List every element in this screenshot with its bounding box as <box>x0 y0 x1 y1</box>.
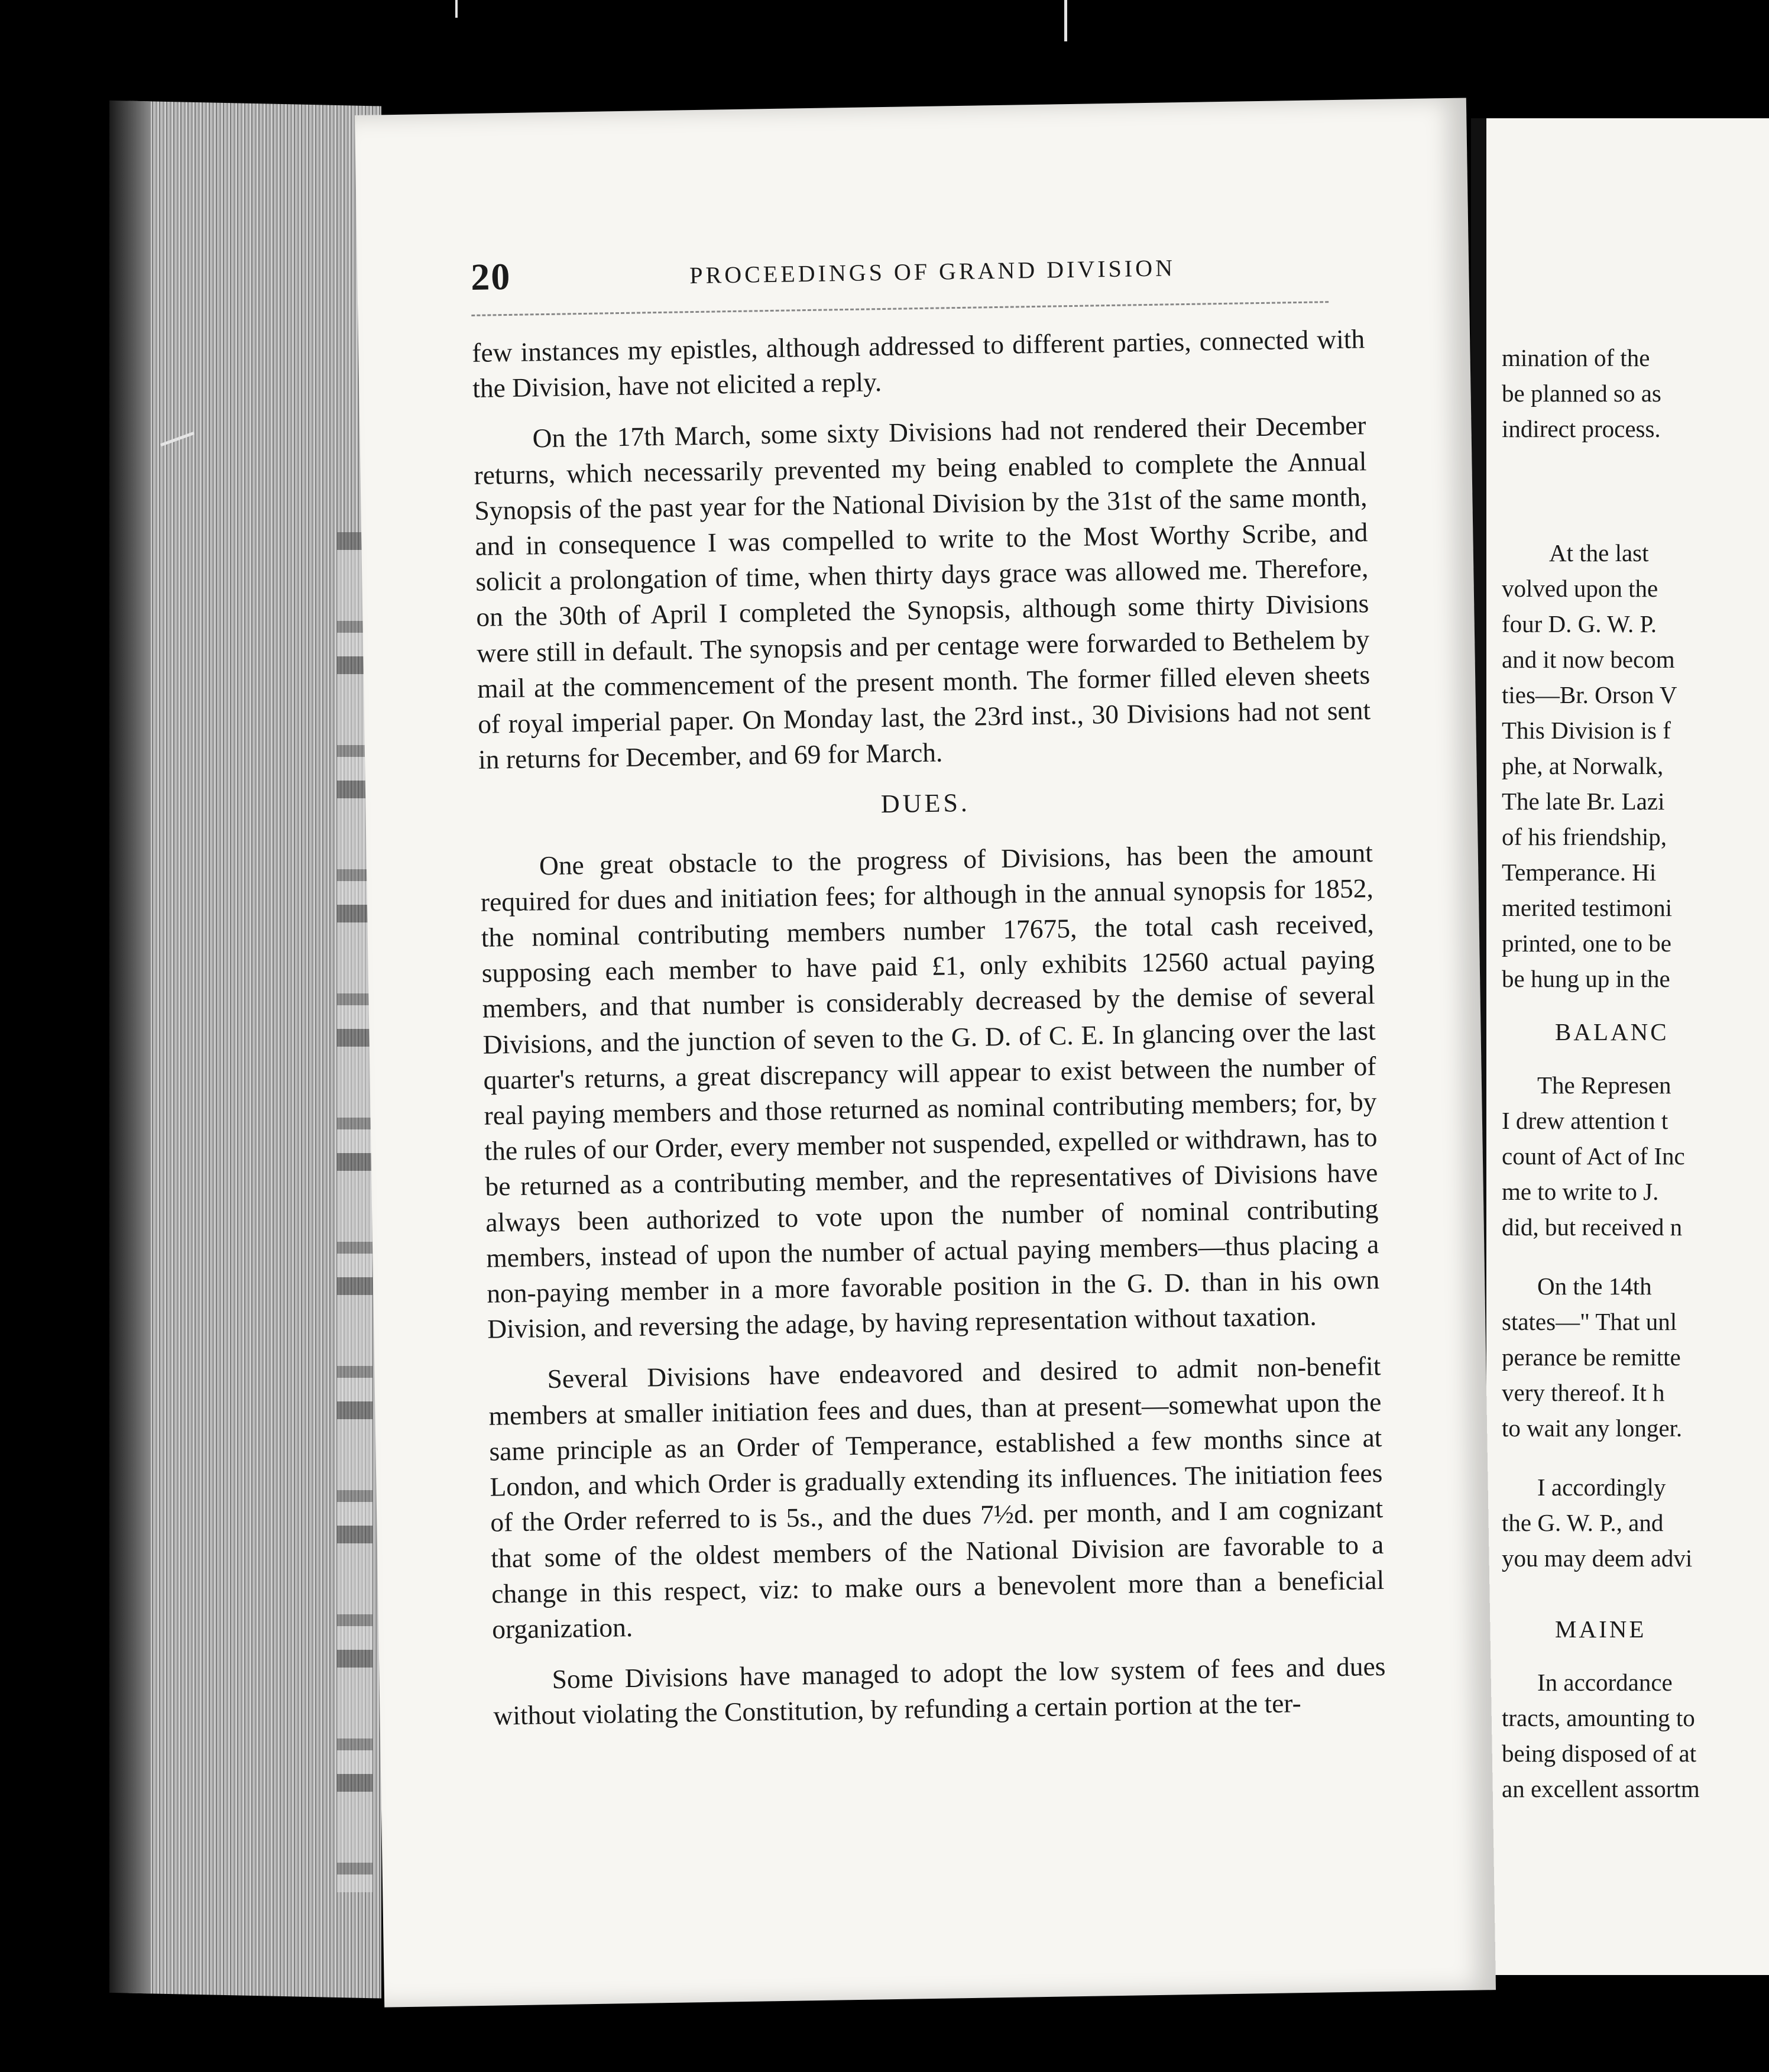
right-line: The Represen <box>1537 1071 1671 1099</box>
right-gap <box>1502 1446 1769 1469</box>
right-line: you may deem advi <box>1502 1545 1693 1572</box>
right-line: In accordance <box>1537 1669 1673 1696</box>
right-line: be hung up in the <box>1502 965 1670 992</box>
right-line: perance be remitte <box>1502 1343 1681 1371</box>
right-line: did, but received n <box>1502 1213 1683 1241</box>
right-gap <box>1502 1245 1769 1268</box>
right-line: and it now becom <box>1502 646 1675 673</box>
film-scratch <box>1064 0 1067 41</box>
paragraph-low-system: Some Divisions have managed to adopt the low system of fees and dues without violating the Constitution, by refunding a certain portion at the ter- <box>493 1651 1386 1731</box>
right-line: printed, one to be <box>1502 930 1671 957</box>
right-line: me to write to J. <box>1502 1178 1659 1205</box>
right-line: being disposed of at <box>1502 1740 1697 1767</box>
film-scratch <box>455 0 458 18</box>
right-line: phe, at Norwalk, <box>1502 752 1664 779</box>
right-line: mination of the <box>1502 344 1650 371</box>
right-line: This Division is f <box>1502 717 1671 744</box>
right-line: I drew attention t <box>1502 1107 1668 1134</box>
right-line: the G. W. P., and <box>1502 1509 1664 1536</box>
left-page <box>355 98 1496 2007</box>
right-line: states—" That unl <box>1502 1308 1677 1335</box>
right-line: merited testimoni <box>1502 894 1673 921</box>
right-line: tracts, amounting to <box>1502 1704 1695 1731</box>
right-line: four D. G. W. P. <box>1502 610 1657 637</box>
paragraph-dues-obstacle: One great obstacle to the progress of Divisions, has been the amount required for dues and initiation fees; for although in the annual synopsis for 1852, the nominal contributing members number 17675, the total cash received, supposing each member to have paid £1, only exhibits 12560 actual paying members, and that number is considerably decreased by the demise of several Divisions, and the junction of seven to the G. D. of C. E. In glancing over the last quarter's returns, a great discrepancy will appear to exist between the number of real paying members and those returned as nominal contributing members; for, by the rules of our Order, every member not suspended, expelled or withdrawn, has to be returned as a contributing member, and the representatives of Divisions have always been authorized to vote upon the number of nominal contributing members, instead of upon the number of actual paying members—thus placing a non-paying member in a more favorable position in the G. D. than in his own Division, and reversing the adage, by having representation without taxation. <box>480 837 1380 1345</box>
right-line: volved upon the <box>1502 575 1658 602</box>
page-header <box>471 241 1417 309</box>
right-line: I accordingly <box>1537 1474 1666 1501</box>
right-heading-balance: BALANC <box>1555 1018 1669 1045</box>
right-line: ties—Br. Orson V <box>1502 681 1677 708</box>
right-line: Temperance. Hi <box>1502 859 1657 886</box>
right-line: of his friendship, <box>1502 823 1667 850</box>
page-number: 20 <box>470 255 511 298</box>
paragraph-non-benefit-members: Several Divisions have endeavored and desired to admit non-benefit members at smaller initiation fees and dues, than at present—somewhat upon the same principle as an Order of Temperance, established a few months since at London, and which Order is gradually extending its influences. The initiation fees of the Order referred to is 5s., and the dues 7½d. per month, and I am cognizant that some of the oldest members of the National Division are favorable to a change in this respect, viz: to make ours a benevolent more than a beneficial organization. <box>488 1351 1385 1644</box>
right-heading-maine: MAINE <box>1555 1615 1647 1643</box>
right-page-text <box>1502 340 1769 1806</box>
right-line: an excellent assortm <box>1502 1775 1700 1802</box>
right-gap <box>1502 446 1769 535</box>
right-line: At the last <box>1549 539 1649 566</box>
page-body <box>472 321 1386 1749</box>
right-line: The late Br. Lazi <box>1502 788 1665 815</box>
paragraph-march-returns: On the 17th March, some sixty Divisions had not rendered their December returns, which necessarily prevented my being enabled to complete the Annual Synopsis of the past year for the National Division by the 31st of the same month, and in consequence I was compelled to write to the Most Worthy Scribe, and solicit a prolongation of time, when thirty days grace was allowed me. Therefore, on the 30th of April I completed the Synopsis, although some thirty Divisions were still in default. The synopsis and per centage were forwarded to Bethelem by mail at the commencement of the present month. The former filled eleven sheets of royal imperial paper. On Monday last, the 23rd inst., 30 Divisions had not sent in returns for December, and 69 for March. <box>474 410 1371 775</box>
paragraph-continuation: few instances my epistles, although addressed to different parties, connected with the Division, have not elicited a reply. <box>471 323 1365 404</box>
right-line: indirect process. <box>1502 415 1661 442</box>
right-line: to wait any longer. <box>1502 1414 1683 1442</box>
right-line: count of Act of Inc <box>1502 1142 1685 1170</box>
right-line: be planned so as <box>1502 380 1661 407</box>
running-head: PROCEEDINGS OF GRAND DIVISION <box>689 254 1176 289</box>
section-heading-dues: DUES. <box>880 788 971 819</box>
right-line: very thereof. It h <box>1502 1379 1665 1406</box>
right-line: On the 14th <box>1537 1273 1652 1300</box>
